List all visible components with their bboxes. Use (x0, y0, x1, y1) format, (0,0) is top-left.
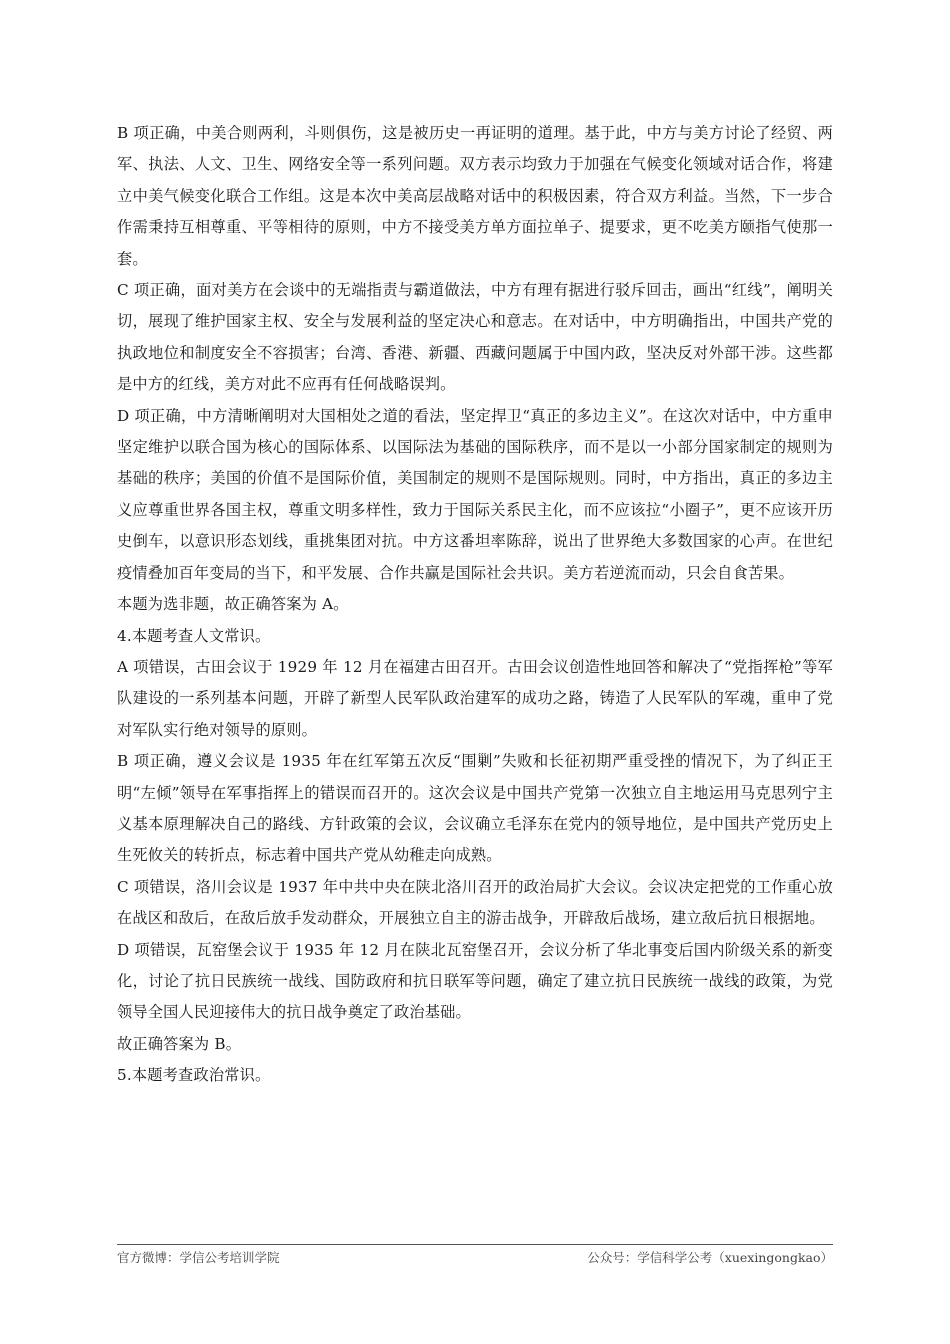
paragraph-c-luochuan: C 项错误，洛川会议是 1937 年中共中央在陕北洛川召开的政治局扩大会议。会议决定把党的工作重心放在战区和敌后，在敌后放手发动群众，开展独立自主的游击战争，开辟敌后战场，建立敌后抗日根据地。 (117, 877, 833, 928)
paragraph-b-correct-cooperation: B 项正确，中美合则两利，斗则俱伤，这是被历史一再证明的道理。基于此，中方与美方讨论了经贸、两军、执法、人文、卫生、网络安全等一系列问题。双方表示均致力于加强在气候变化领域对话合作，将建立中美气候变化联合工作组。这是本次中美高层战略对话中的积极因素，符合双方利益。当然，下一步合作需秉持互相尊重、平等相待的原则，中方不接受美方单方面拉单子、提要求，更不吃美方颐指气使那一套。 (117, 124, 833, 268)
footer-wechat: 公众号：学信科学公考（xuexingongkao） (587, 1250, 833, 1265)
paragraph-a-gutian: A 项错误，古田会议于 1929 年 12 月在福建古田召开。古田会议创造性地回答和解决了“党指挥枪”等军队建设的一系列基本问题，开辟了新型人民军队政治建军的成功之路，铸造了人民军队的军魂，重申了党对军队实行绝对领导的原则。 (117, 657, 833, 739)
paragraph-d-wayaobao: D 项错误，瓦窑堡会议于 1935 年 12 月在陕北瓦窑堡召开，会议分析了华北事变后国内阶级关系的新变化，讨论了抗日民族统一战线、国防政府和抗日联军等问题，确定了建立抗日民族统一战线的政策，为党领导全国人民迎接伟大的抗日战争奠定了政治基础。 (117, 940, 833, 1022)
paragraph-c-correct-red-line: C 项正确，面对美方在会谈中的无端指责与霸道做法，中方有理有据进行驳斥回击，画出“红线”，阐明关切，展现了维护国家主权、安全与发展利益的坚定决心和意志。在对话中，中方明确指出，中国共产党的执政地位和制度安全不容损害；台湾、香港、新疆、西藏问题属于中国内政，坚决反对外部干涉。这些都是中方的红线，美方对此不应再有任何战略误判。 (117, 281, 833, 394)
document-body (117, 118, 833, 1092)
question-4-heading: 4.本题考查人文常识。 (117, 626, 271, 645)
footer-weibo: 官方微博：学信公考培训学院 (117, 1250, 280, 1265)
question-5-heading: 5.本题考查政治常识。 (117, 1066, 271, 1085)
paragraph-b-zunyi: B 项正确，遵义会议是 1935 年在红军第五次反“围剿”失败和长征初期严重受挫的情况下，为了纠正王明“左倾”领导在军事指挥上的错误而召开的。这次会议是中国共产党第一次独立自主地运用马克思列宁主义基本原理解决自己的路线、方针政策的会议，会议确立毛泽东在党内的领导地位，是中国共产党历史上生死攸关的转折点，标志着中国共产党从幼稚走向成熟。 (117, 752, 833, 865)
paragraph-d-correct-multilateralism: D 项正确，中方清晰阐明对大国相处之道的看法，坚定捍卫“真正的多边主义”。在这次对话中，中方重申坚定维护以联合国为核心的国际体系、以国际法为基础的国际秩序，而不是以一小部分国家制定的规则为基础的秩序；美国的价值不是国际价值，美国制定的规则不是国际规则。同时，中方指出，真正的多边主义应尊重世界各国主权，尊重文明多样性，致力于国际关系民主化，而不应该拉“小圈子”，更不应该开历史倒车，以意识形态划线，重挑集团对抗。中方这番坦率陈辞，说出了世界绝大多数国家的心声。在世纪疫情叠加百年变局的当下，和平发展、合作共赢是国际社会共识。美方若逆流而动，只会自食苦果。 (117, 406, 833, 582)
answer-q3: 本题为选非题，故正确答案为 A。 (117, 595, 349, 614)
answer-q4: 故正确答案为 B。 (117, 1034, 242, 1053)
page-footer (117, 1244, 833, 1266)
